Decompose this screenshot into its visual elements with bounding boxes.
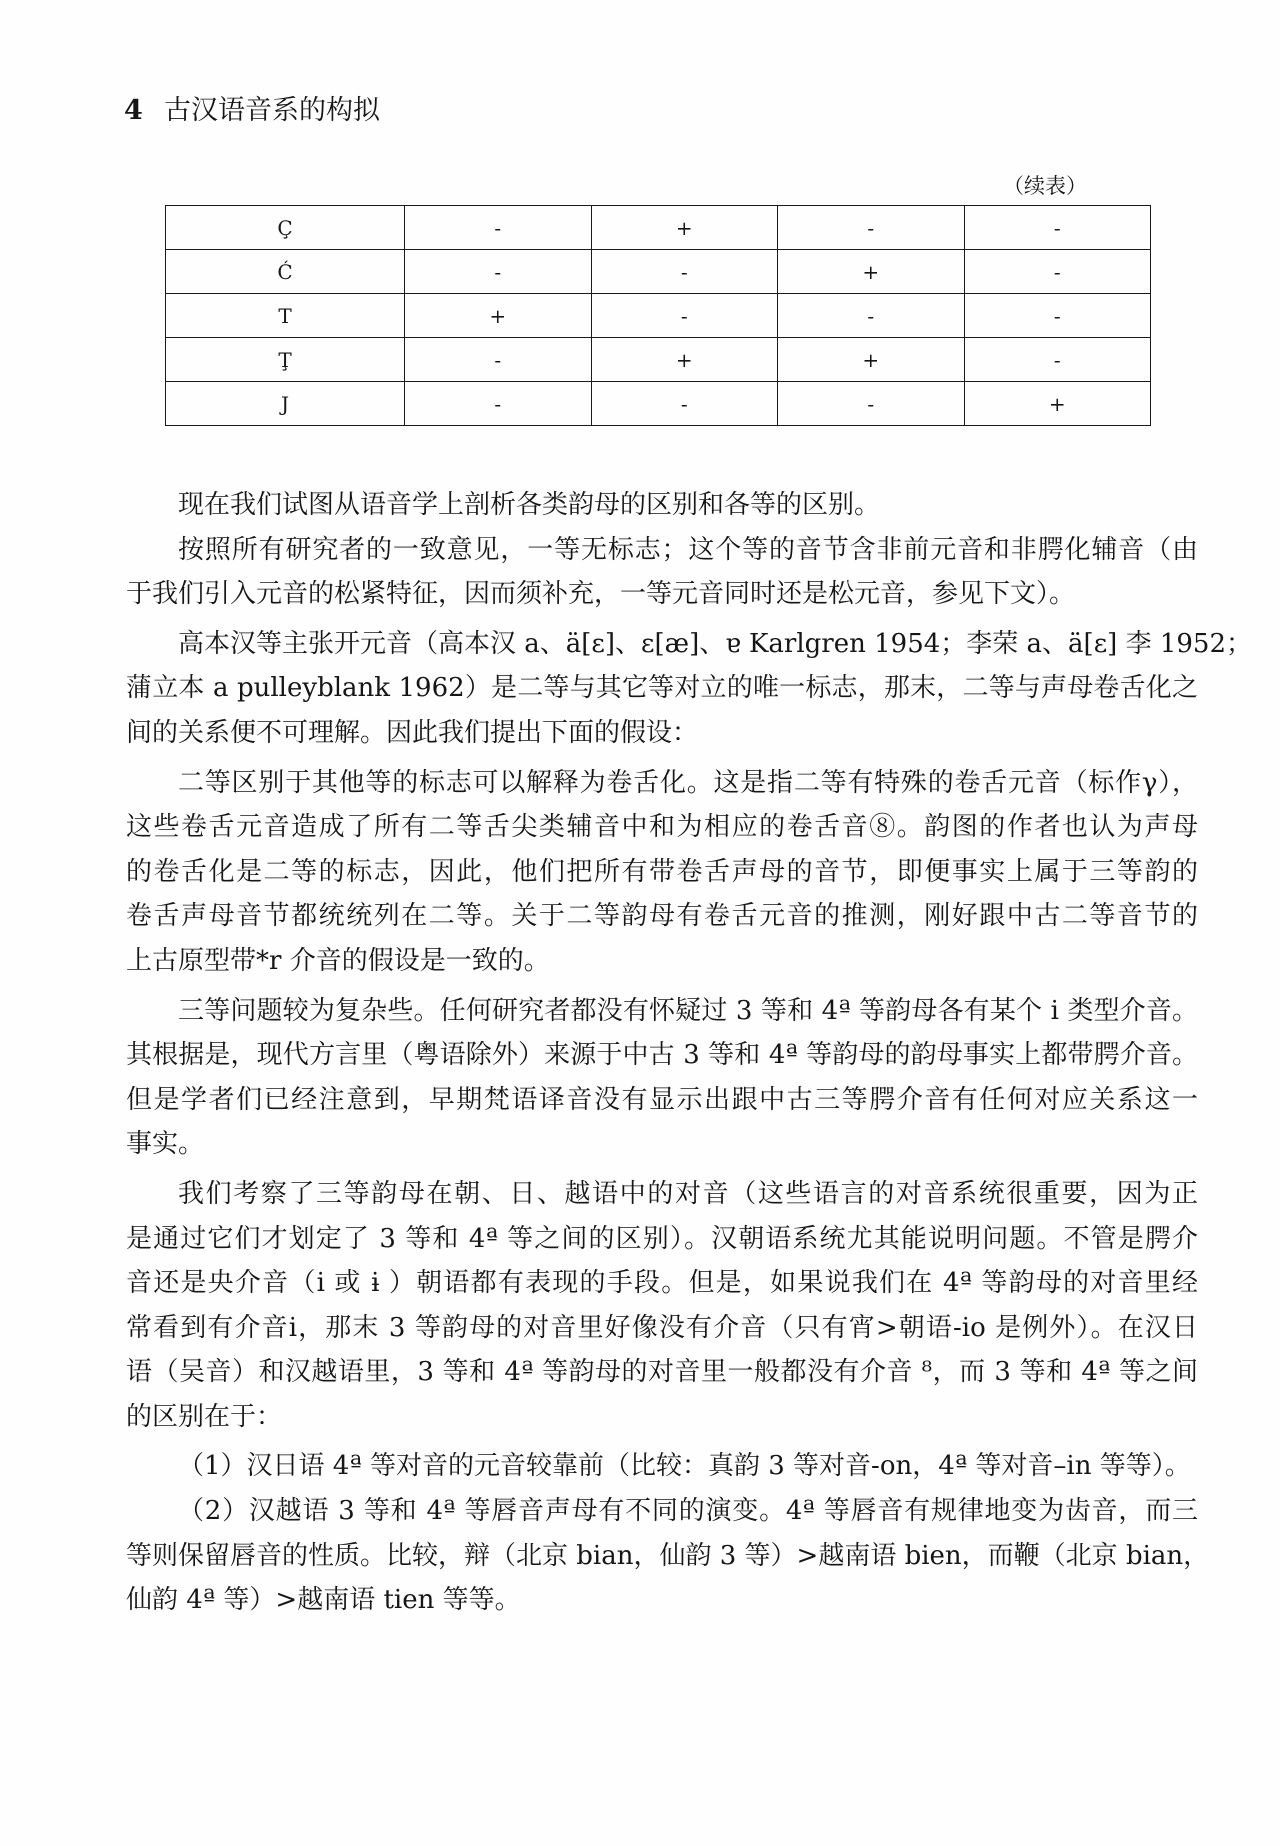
text-line: 间的关系便不可理解。因此我们提出下面的假设： bbox=[126, 717, 699, 748]
text-line: 于我们引入元音的松紧特征，因而须补充，一等元音同时还是松元音，参见下文）。 bbox=[126, 579, 1076, 610]
table-row bbox=[166, 294, 1151, 338]
body-text bbox=[126, 483, 1253, 1623]
table-cell: J bbox=[166, 382, 405, 426]
running-header bbox=[124, 94, 380, 128]
paragraph bbox=[126, 1489, 1210, 1623]
table-cell: - bbox=[778, 206, 965, 250]
table-cell: - bbox=[405, 206, 592, 250]
text-line: 高本汉等主张开元音（高本汉 a、ä[ɛ]、ɛ[æ]、ɐ Karlgren 1954；李荣 a、ä[ɛ] 李 1952； bbox=[178, 628, 1253, 659]
table-cell: - bbox=[591, 294, 778, 338]
table-row bbox=[166, 338, 1151, 382]
feature-table bbox=[165, 205, 1151, 426]
table-cell: Ć bbox=[166, 250, 405, 294]
text-line: 按照所有研究者的一致意见，一等无标志；这个等的音节含非前元音和非腭化辅音（由 bbox=[178, 534, 1198, 565]
paragraph bbox=[126, 483, 1198, 528]
running-title: 古汉语音系的构拟 bbox=[164, 95, 380, 126]
table-cell: - bbox=[964, 338, 1151, 382]
table-cell: + bbox=[964, 382, 1151, 426]
text-line: 音还是央介音（i 或 ɨ ）朝语都有表现的手段。但是，如果说我们在 4ª 等韵母的对音里经 bbox=[126, 1268, 1198, 1299]
table-cell: - bbox=[964, 294, 1151, 338]
page-number: 4 bbox=[124, 95, 143, 126]
text-line: 卷舌声母音节都统统列在二等。关于二等韵母有卷舌元音的推测，刚好跟中古二等音节的 bbox=[126, 901, 1198, 932]
table-cell: - bbox=[591, 250, 778, 294]
table-cell: Ç bbox=[166, 206, 405, 250]
paragraph bbox=[126, 622, 1253, 756]
table-row bbox=[166, 250, 1151, 294]
text-line: （1）汉日语 4ª 等对音的元音较靠前（比较：真韵 3 等对音-on，4ª 等对音–in 等等）。 bbox=[178, 1451, 1191, 1482]
table-cell: - bbox=[778, 382, 965, 426]
text-line: 仙韵 4ª 等）>越南语 tien 等等。 bbox=[126, 1585, 521, 1616]
paragraph bbox=[126, 1172, 1198, 1440]
text-line: 其根据是，现代方言里（粤语除外）来源于中古 3 等和 4ª 等韵母的韵母事实上都带腭介音。 bbox=[126, 1040, 1198, 1071]
table-cell: - bbox=[964, 206, 1151, 250]
table-cell: + bbox=[778, 338, 965, 382]
table-cell: T bbox=[166, 294, 405, 338]
text-line: 上古原型带*r 介音的假设是一致的。 bbox=[126, 945, 550, 976]
table-cell: - bbox=[964, 250, 1151, 294]
table-cell: + bbox=[778, 250, 965, 294]
text-line: 三等问题较为复杂些。任何研究者都没有怀疑过 3 等和 4ª 等韵母各有某个 i 类型介音。 bbox=[178, 995, 1198, 1026]
paragraph bbox=[126, 761, 1198, 984]
text-line: 蒲立本 a pulleyblank 1962）是二等与其它等对立的唯一标志，那末，二等与声母卷舌化之 bbox=[126, 673, 1198, 704]
table-continued-caption: （续表） bbox=[1003, 174, 1087, 198]
text-line: 是通过它们才划定了 3 等和 4ª 等之间的区别）。汉朝语系统尤其能说明问题。不管是腭介 bbox=[126, 1223, 1198, 1254]
text-line: （2）汉越语 3 等和 4ª 等唇音声母有不同的演变。4ª 等唇音有规律地变为齿音，而三 bbox=[178, 1496, 1198, 1527]
paragraph bbox=[126, 528, 1198, 617]
text-line: 现在我们试图从语音学上剖析各类韵母的区别和各等的区别。 bbox=[178, 490, 881, 520]
paragraph bbox=[126, 1444, 1198, 1489]
table-cell: + bbox=[591, 338, 778, 382]
text-line: 的区别在于： bbox=[126, 1401, 283, 1432]
text-line: 常看到有介音i，那末 3 等韵母的对音里好像没有介音（只有宵>朝语-io 是例外）。在汉日 bbox=[126, 1312, 1198, 1343]
text-line: 等则保留唇音的性质。比较，辩（北京 bian，仙韵 3 等）>越南语 bien，而鞭（北京 bian， bbox=[126, 1540, 1210, 1571]
text-line: 语（吴音）和汉越语里，3 等和 4ª 等韵母的对音里一般都没有介音 ⁸，而 3 等和 4ª 等之间 bbox=[126, 1357, 1198, 1388]
text-line: 我们考察了三等韵母在朝、日、越语中的对音（这些语言的对音系统很重要，因为正 bbox=[178, 1178, 1198, 1209]
table-cell: + bbox=[405, 294, 592, 338]
text-line: 事实。 bbox=[126, 1129, 205, 1160]
text-line: 这些卷舌元音造成了所有二等舌尖类辅音中和为相应的卷舌音⑧。韵图的作者也认为声母 bbox=[126, 812, 1198, 843]
table-cell: - bbox=[405, 382, 592, 426]
text-line: 的卷舌化是二等的标志，因此，他们把所有带卷舌声母的音节，即便事实上属于三等韵的 bbox=[126, 856, 1198, 887]
table-cell: - bbox=[778, 294, 965, 338]
table-cell: - bbox=[405, 250, 592, 294]
text-line: 但是学者们已经注意到，早期梵语译音没有显示出跟中古三等腭介音有任何对应关系这一 bbox=[126, 1084, 1198, 1115]
table-cell: - bbox=[591, 382, 778, 426]
table-cell: Ţ bbox=[166, 338, 405, 382]
table-row bbox=[166, 382, 1151, 426]
table-row bbox=[166, 206, 1151, 250]
paragraph bbox=[126, 989, 1198, 1167]
table-cell: - bbox=[405, 338, 592, 382]
text-line: 二等区别于其他等的标志可以解释为卷舌化。这是指二等有特殊的卷舌元音（标作γ）， bbox=[178, 767, 1198, 798]
table-cell: + bbox=[591, 206, 778, 250]
